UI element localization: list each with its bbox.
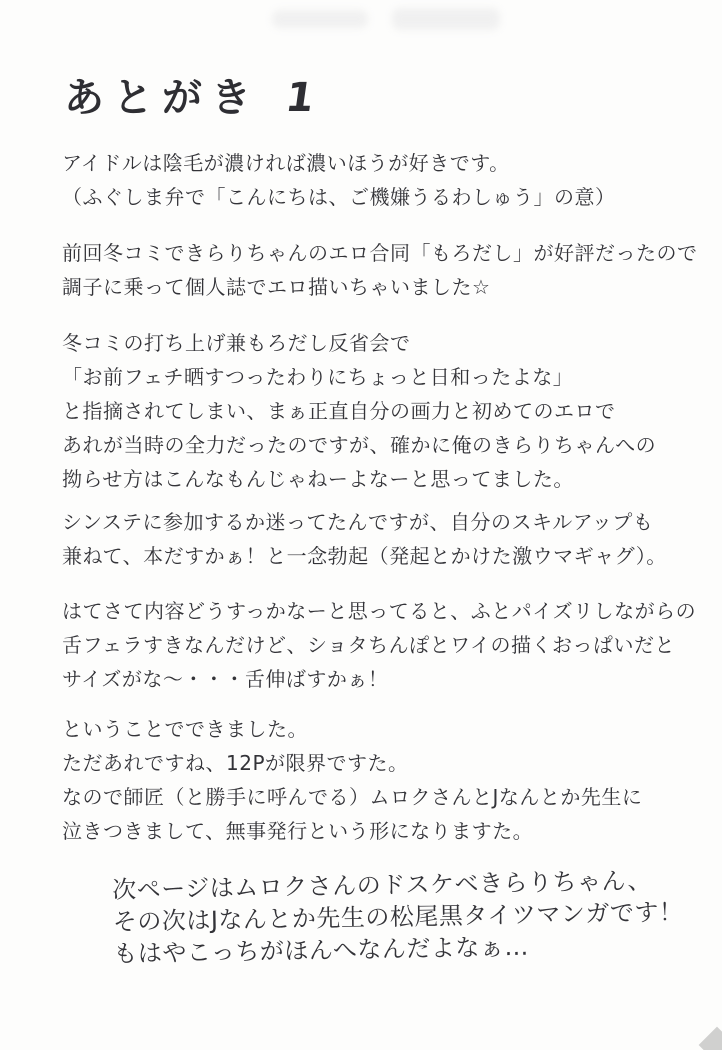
paragraph-next-pages <box>112 864 684 970</box>
text-line: ただあれですね、12Pが限界ですた。 <box>62 751 409 775</box>
text-line: 前回冬コミできらりちゃんのエロ合同「もろだし」が好評だったので <box>62 241 698 265</box>
text-line: （ふぐしま弁で「こんにちは、ご機嫌うるわしゅう」の意） <box>62 185 616 209</box>
text-line: もはやこっちがほんへなんだよなぁ… <box>113 932 530 968</box>
text-line: と指摘されてしまい、まぁ正直自分の画力と初めてのエロで <box>62 399 616 423</box>
text-line: 次ページはムロクさんのドスケベきらりちゃん、 <box>112 866 653 904</box>
text-line: あれが当時の全力だったのですが、確かに俺のきらりちゃんへの <box>62 433 657 457</box>
text-line: その次はJなんとか先生の松尾黒タイツマンガです！ <box>112 898 684 936</box>
text-line: 泣きつきまして、無事発行という形になりますた。 <box>62 819 534 843</box>
page-title <box>64 66 318 123</box>
text-line: ということでできました。 <box>62 717 308 741</box>
text-line: 拗らせ方はこんなもんじゃねーよなーと思ってました。 <box>62 467 574 491</box>
paragraph-content-idea <box>62 594 696 696</box>
paragraph-decision <box>62 505 667 573</box>
show-through-mark <box>272 10 368 28</box>
paragraph-previous-book <box>62 236 698 304</box>
text-line: 「お前フェチ晒すつったわりにちょっと日和ったよな」 <box>62 365 574 389</box>
page-title-number: 1 <box>282 75 318 121</box>
text-line: サイズがな〜・・・舌伸ばすかぁ！ <box>62 667 389 691</box>
text-line: アイドルは陰毛が濃ければ濃いほうが好きです。 <box>62 151 510 175</box>
text-line: なので師匠（と勝手に呼んでる）ムロクさんとJなんとか先生に <box>62 785 643 809</box>
text-line: 兼ねて、本だすかぁ！と一念勃起（発起とかけた激ウマギャグ）。 <box>62 544 667 568</box>
text-line: シンステに参加するか迷ってたんですが、自分のスキルアップも <box>62 510 654 534</box>
text-line: 舌フェラすきなんだけど、ショタちんぽとワイの描くおっぱいだと <box>62 633 675 657</box>
show-through-mark <box>392 8 500 30</box>
text-line: 調子に乗って個人誌でエロ描いちゃいました☆ <box>62 275 491 299</box>
paragraph-reflection <box>62 326 656 496</box>
paragraph-completion <box>62 712 642 848</box>
text-line: はてさて内容どうすっかなーと思ってると、ふとパイズリしながらの <box>62 599 697 623</box>
page-title-text: あとがき <box>64 75 260 121</box>
text-line: 冬コミの打ち上げ兼もろだし反省会で <box>62 331 411 355</box>
paragraph-intro <box>62 146 616 214</box>
scan-corner-shadow <box>699 1027 722 1050</box>
